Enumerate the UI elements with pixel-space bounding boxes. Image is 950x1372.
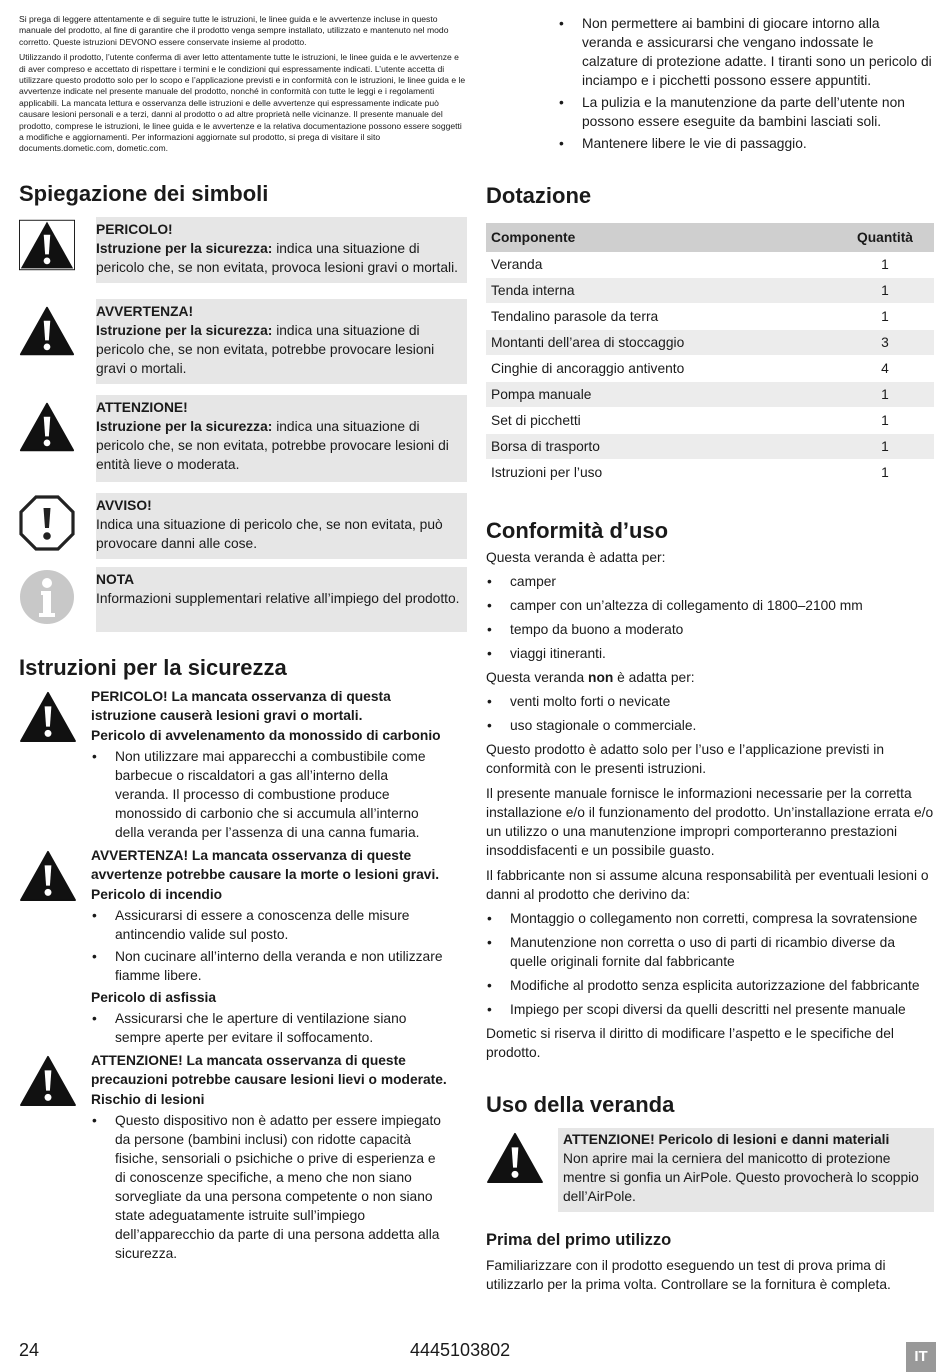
uso-caution-box bbox=[558, 1128, 934, 1212]
list-item: • venti molto forti o nevicate bbox=[486, 692, 934, 711]
symbol-label: Istruzione per la sicurezza: bbox=[96, 240, 273, 256]
component-cell: Montanti dell’area di stoccaggio bbox=[486, 330, 836, 356]
liability-list bbox=[486, 909, 934, 1019]
danger-triangle-icon bbox=[19, 691, 77, 743]
symbol-text: indica una situazione di pericolo che, se non evitata, provoca lesioni gravi o mortali. bbox=[96, 240, 458, 275]
symbol-text: Indica una situazione di pericolo che, se non evitata, può provocare danni alle cose. bbox=[96, 516, 443, 551]
table-row bbox=[486, 252, 934, 278]
list-item: • Non utilizzare mai apparecchi a combustibile come barbecue o riscaldatori a gas all’interno della veranda. Il processo di combustione produce monossido di carbonio che si accumula all’interno della veranda per l’assenza di una canna fumaria. bbox=[91, 747, 443, 842]
list-item: • Mantenere libere le vie di passaggio. bbox=[558, 134, 932, 153]
safety-continued-list bbox=[558, 14, 932, 153]
quantity-cell: 1 bbox=[836, 304, 934, 330]
safety-danger bbox=[19, 687, 467, 842]
language-badge: IT bbox=[906, 1342, 936, 1372]
component-cell: Istruzioni per l’uso bbox=[486, 460, 836, 486]
column-header-quantity: Quantità bbox=[836, 223, 934, 252]
conformita-intro-1: Questa veranda è adatta per: bbox=[486, 550, 666, 565]
component-cell: Borsa di trasporto bbox=[486, 434, 836, 460]
conformita-heading: Conformità d’uso bbox=[486, 518, 669, 543]
list-item: • viaggi itineranti. bbox=[486, 644, 934, 663]
symbol-text: indica una situazione di pericolo che, se non evitata, potrebbe provocare lesioni di entità lieve o moderata. bbox=[96, 418, 449, 472]
symbol-notice-box bbox=[96, 493, 467, 559]
safety-warning-subtitle-fire: Pericolo di incendio bbox=[91, 886, 223, 902]
component-cell: Tenda interna bbox=[486, 278, 836, 304]
safety-caution-subtitle: Rischio di lesioni bbox=[91, 1091, 205, 1107]
quantity-cell: 1 bbox=[836, 434, 934, 460]
info-icon bbox=[19, 569, 75, 625]
symbols-heading: Spiegazione dei simboli bbox=[19, 180, 269, 206]
page-number: 24 bbox=[19, 1340, 40, 1360]
conformita-paragraph-3: Il fabbricante non si assume alcuna responsabilità per eventuali lesioni o danni al prodotto che derivino da: bbox=[486, 868, 929, 902]
conformita-intro-2 bbox=[486, 668, 934, 687]
uso-caution-title: ATTENZIONE! Pericolo di lesioni e danni materiali bbox=[563, 1132, 890, 1147]
table-row bbox=[486, 382, 934, 408]
list-item: • camper con un’altezza di collegamento di 1800–2100 mm bbox=[486, 596, 934, 615]
safety-caution bbox=[19, 1051, 467, 1263]
quantity-cell: 1 bbox=[836, 278, 934, 304]
safety-warning-title: AVVERTENZA! La mancata osservanza di queste avvertenze potrebbe causare la morte o lesioni gravi. bbox=[91, 847, 440, 882]
not-suitable-list bbox=[486, 692, 934, 735]
component-cell: Veranda bbox=[486, 252, 836, 278]
list-item: • uso stagionale o commerciale. bbox=[486, 716, 934, 735]
symbol-danger-box bbox=[96, 217, 467, 283]
list-item: • camper bbox=[486, 572, 934, 591]
quantity-cell: 1 bbox=[836, 382, 934, 408]
intro-paragraph-2: Utilizzando il prodotto, l’utente conferma di aver letto attentamente tutte le istruzioni, le linee guida e le avvertenze e di aver compreso e accettato di rispettare i termini e le condizioni qui espressamente indicati. L’utente accetta di utilizzare questo prodotto solo per lo scopo e l’applicazione previsti e in conformità con le istruzioni, le linee guida e le avvertenze indicate nel presente manuale del prodotto, nonché in conformità con tutte le leggi e i regolamenti applicabili. La mancata lettura e osservanza delle istruzioni e delle avvertenze qui espressamente indicate può causare lesioni personali e a terzi, danni al prodotto o ad altre proprietà nelle vicinanze. Il presente manuale del prodotto, comprese le istruzioni, le linee guida e le avvertenze e la relativa documentazione possono essere soggetti a modifiche e aggiornamenti. Per informazioni aggiornate sul prodotto, si prega di visitare il sito documents.dometic.com, dometic.com. bbox=[19, 52, 466, 154]
table-row bbox=[486, 408, 934, 434]
list-item: • Montaggio o collegamento non corretti, compresa la sovratensione bbox=[486, 909, 934, 928]
danger-warning-icon bbox=[19, 217, 75, 273]
list-item: • Questo dispositivo non è adatto per essere impiegato da persone (bambini inclusi) con ridotte capacità fisiche, sensoriali o psichiche o prive di esperienza e di conoscenze specifiche, a meno che non siano sorvegliate da una persona competente o non siano state adeguatamente istruite sull’impiego dell’apparecchio da parte di una persona addetta alla sicurezza. bbox=[91, 1111, 447, 1263]
symbol-label: Istruzione per la sicurezza: bbox=[96, 322, 273, 338]
safety-caution-title: ATTENZIONE! La mancata osservanza di queste precauzioni potrebbe causare lesioni lievi o moderate. bbox=[91, 1052, 447, 1087]
table-row bbox=[486, 434, 934, 460]
symbol-title: NOTA bbox=[96, 571, 135, 587]
conformita-paragraph-1: Questo prodotto è adatto solo per l’uso e l’applicazione previsti in conformità con le presenti istruzioni. bbox=[486, 742, 885, 776]
intro2-a: Questa veranda bbox=[486, 670, 589, 685]
warning-triangle-icon bbox=[19, 303, 75, 359]
intro-text bbox=[19, 14, 467, 155]
safety-danger-subtitle: Pericolo di avvelenamento da monossido di carbonio bbox=[91, 727, 441, 743]
conformita-paragraph-4: Dometic si riserva il diritto di modificare l’aspetto e le specifiche del prodotto. bbox=[486, 1026, 894, 1060]
symbol-text: indica una situazione di pericolo che, se non evitata, potrebbe provocare lesioni gravi o mortali. bbox=[96, 322, 435, 376]
component-cell: Cinghie di ancoraggio antivento bbox=[486, 356, 836, 382]
caution-triangle-icon bbox=[19, 399, 75, 455]
column-header-component: Componente bbox=[486, 223, 836, 252]
table-row bbox=[486, 356, 934, 382]
safety-warning bbox=[19, 846, 467, 1047]
dotazione-table bbox=[486, 223, 934, 486]
component-cell: Pompa manuale bbox=[486, 382, 836, 408]
table-row bbox=[486, 460, 934, 486]
caution-triangle-icon bbox=[19, 1055, 77, 1107]
symbol-note-box bbox=[96, 567, 467, 632]
suitable-list bbox=[486, 572, 934, 663]
list-item: • Assicurarsi di essere a conoscenza delle misure antincendio valide sul posto. bbox=[91, 906, 443, 944]
component-cell: Set di picchetti bbox=[486, 408, 836, 434]
dotazione-heading: Dotazione bbox=[486, 183, 592, 208]
symbol-danger bbox=[19, 217, 467, 283]
list-item: • Manutenzione non corretta o uso di parti di ricambio diverse da quelle originali fornite dal fabbricante bbox=[486, 933, 934, 971]
list-item: • La pulizia e la manutenzione da parte dell’utente non possono essere eseguite da bambini lasciati soli. bbox=[558, 93, 932, 131]
quantity-cell: 4 bbox=[836, 356, 934, 382]
list-item: • Non cucinare all’interno della veranda e non utilizzare fiamme libere. bbox=[91, 947, 443, 985]
first-use-heading: Prima del primo utilizzo bbox=[486, 1231, 672, 1249]
intro2-c: è adatta per: bbox=[613, 670, 695, 685]
symbol-title: AVVISO! bbox=[96, 497, 152, 513]
quantity-cell: 3 bbox=[836, 330, 934, 356]
conformita-paragraph-2: Il presente manuale fornisce le informazioni necessarie per la corretta installazione e/o il funzionamento del prodotto. Un’installazione errata e/o un utilizzo o una manutenzione impropri comporteranno prestazioni insoddisfacenti e un possibile guasto. bbox=[486, 786, 934, 858]
table-row bbox=[486, 330, 934, 356]
symbol-title: ATTENZIONE! bbox=[96, 399, 188, 415]
warning-triangle-icon bbox=[19, 850, 77, 902]
symbol-label: Istruzione per la sicurezza: bbox=[96, 418, 273, 434]
symbol-caution bbox=[19, 395, 467, 475]
left-column bbox=[19, 14, 467, 1266]
intro-paragraph-1: Si prega di leggere attentamente e di seguire tutte le istruzioni, le linee guida e le avvertenze incluse in questo manuale del prodotto, al fine di garantire che il prodotto venga sempre installato, utilizzato e mantenuto nel modo corretto. Queste istruzioni DEVONO essere conservate insieme al prodotto. bbox=[19, 14, 449, 47]
safety-warning-subtitle-asphyxia: Pericolo di asfissia bbox=[91, 989, 216, 1005]
symbol-warning-box bbox=[96, 299, 467, 384]
safety-heading: Istruzioni per la sicurezza bbox=[19, 654, 287, 680]
symbol-note bbox=[19, 567, 467, 629]
uso-caution bbox=[486, 1128, 934, 1214]
first-use-text: Familiarizzare con il prodotto eseguendo un test di prova prima di utilizzarlo per la prima volta. Controllare se la fornitura è completa. bbox=[486, 1258, 891, 1292]
safety-danger-title: PERICOLO! La mancata osservanza di questa istruzione causerà lesioni gravi o mortali. bbox=[91, 688, 391, 723]
component-cell: Tendalino parasole da terra bbox=[486, 304, 836, 330]
symbol-title: AVVERTENZA! bbox=[96, 303, 194, 319]
list-item: • Modifiche al prodotto senza esplicita autorizzazione del fabbricante bbox=[486, 976, 934, 995]
uso-heading: Uso della veranda bbox=[486, 1092, 675, 1117]
caution-triangle-icon bbox=[486, 1132, 544, 1184]
table-row bbox=[486, 304, 934, 330]
symbol-title: PERICOLO! bbox=[96, 221, 173, 237]
uso-caution-text: Non aprire mai la cerniera del manicotto di protezione mentre si gonfia un AirPole. Questo provocherà lo scoppio dell’AirPole. bbox=[563, 1151, 919, 1204]
symbol-text: Informazioni supplementari relative all’impiego del prodotto. bbox=[96, 590, 460, 606]
list-item: • Non permettere ai bambini di giocare intorno alla veranda e assicurarsi che vengano indossate le calzature di protezione adatte. I tiranti sono un pericolo di inciampo e i picchetti possono essere appuntiti. bbox=[558, 14, 932, 90]
right-column bbox=[486, 14, 934, 1294]
quantity-cell: 1 bbox=[836, 252, 934, 278]
quantity-cell: 1 bbox=[836, 460, 934, 486]
intro2-b: non bbox=[588, 670, 614, 685]
notice-octagon-icon bbox=[19, 495, 75, 551]
quantity-cell: 1 bbox=[836, 408, 934, 434]
symbol-warning bbox=[19, 299, 467, 377]
table-header-row bbox=[486, 223, 934, 252]
symbol-caution-box bbox=[96, 395, 467, 482]
symbol-notice bbox=[19, 493, 467, 553]
list-item: • tempo da buono a moderato bbox=[486, 620, 934, 639]
list-item: • Impiego per scopi diversi da quelli descritti nel presente manuale bbox=[486, 1000, 934, 1019]
document-code: 4445103802 bbox=[410, 1340, 511, 1360]
table-row bbox=[486, 278, 934, 304]
list-item: • Assicurarsi che le aperture di ventilazione siano sempre aperte per evitare il soffocamento. bbox=[91, 1009, 443, 1047]
